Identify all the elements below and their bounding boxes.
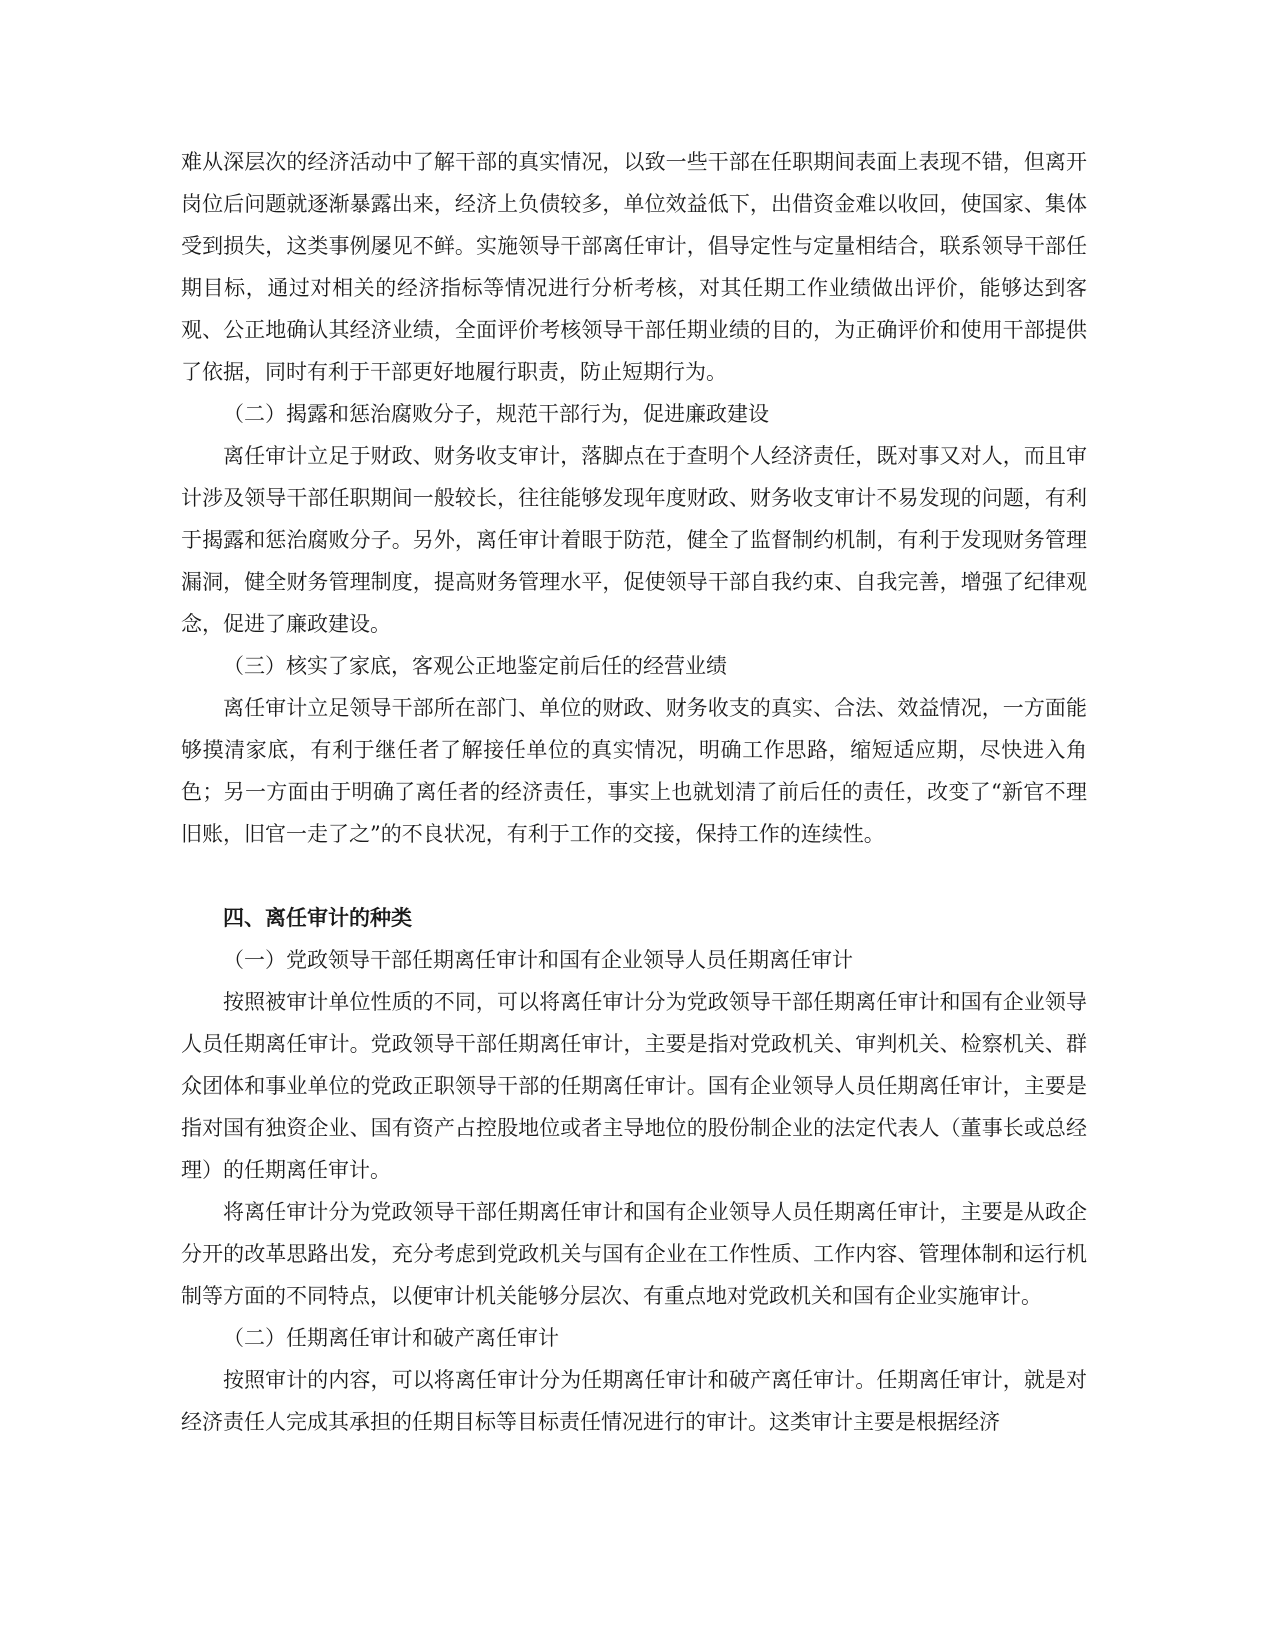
section-title: 四、离任审计的种类 xyxy=(223,906,412,930)
subheading-1: （一）党政领导干部任期离任审计和国有企业领导人员任期离任审计 xyxy=(223,948,853,972)
document-page xyxy=(181,141,1087,1443)
paragraph: 离任审计立足领导干部所在部门、单位的财政、财务收支的真实、合法、效益情况，一方面能够摸清家底，有利于继任者了解接任单位的真实情况，明确工作思路，缩短适应期，尽快进入角色；另一方面由于明确了离任者的经济责任，事实上也就划清了前后任的责任，改变了“新官不理旧账，旧官一走了之”的不良状况，有利于工作的交接，保持工作的连续性。 xyxy=(181,696,1087,846)
paragraph-continued: 难从深层次的经济活动中了解干部的真实情况，以致一些干部在任职期间表面上表现不错，但离开岗位后问题就逐渐暴露出来，经济上负债较多，单位效益低下，出借资金难以收回，使国家、集体受到损失，这类事例屡见不鲜。实施领导干部离任审计，倡导定性与定量相结合，联系领导干部任期目标，通过对相关的经济指标等情况进行分析考核，对其任期工作业绩做出评价，能够达到客观、公正地确认其经济业绩，全面评价考核领导干部任期业绩的目的，为正确评价和使用干部提供了依据，同时有利于干部更好地履行职责，防止短期行为。 xyxy=(181,150,1087,384)
subheading-3: （三）核实了家底，客观公正地鉴定前后任的经营业绩 xyxy=(223,654,727,678)
subheading-2: （二）任期离任审计和破产离任审计 xyxy=(223,1326,559,1350)
paragraph: 按照被审计单位性质的不同，可以将离任审计分为党政领导干部任期离任审计和国有企业领导人员任期离任审计。党政领导干部任期离任审计，主要是指对党政机关、审判机关、检察机关、群众团体和事业单位的党政正职领导干部的任期离任审计。国有企业领导人员任期离任审计，主要是指对国有独资企业、国有资产占控股地位或者主导地位的股份制企业的法定代表人（董事长或总经理）的任期离任审计。 xyxy=(181,990,1087,1182)
paragraph: 将离任审计分为党政领导干部任期离任审计和国有企业领导人员任期离任审计，主要是从政企分开的改革思路出发，充分考虑到党政机关与国有企业在工作性质、工作内容、管理体制和运行机制等方面的不同特点，以便审计机关能够分层次、有重点地对党政机关和国有企业实施审计。 xyxy=(181,1200,1087,1308)
paragraph: 离任审计立足于财政、财务收支审计，落脚点在于查明个人经济责任，既对事又对人，而且审计涉及领导干部任职期间一般较长，往往能够发现年度财政、财务收支审计不易发现的问题，有利于揭露和惩治腐败分子。另外，离任审计着眼于防范，健全了监督制约机制，有利于发现财务管理漏洞，健全财务管理制度，提高财务管理水平，促使领导干部自我约束、自我完善，增强了纪律观念，促进了廉政建设。 xyxy=(181,444,1087,636)
subheading-2: （二）揭露和惩治腐败分子，规范干部行为，促进廉政建设 xyxy=(223,402,769,426)
paragraph: 按照审计的内容，可以将离任审计分为任期离任审计和破产离任审计。任期离任审计，就是对经济责任人完成其承担的任期目标等目标责任情况进行的审计。这类审计主要是根据经济 xyxy=(181,1368,1087,1434)
